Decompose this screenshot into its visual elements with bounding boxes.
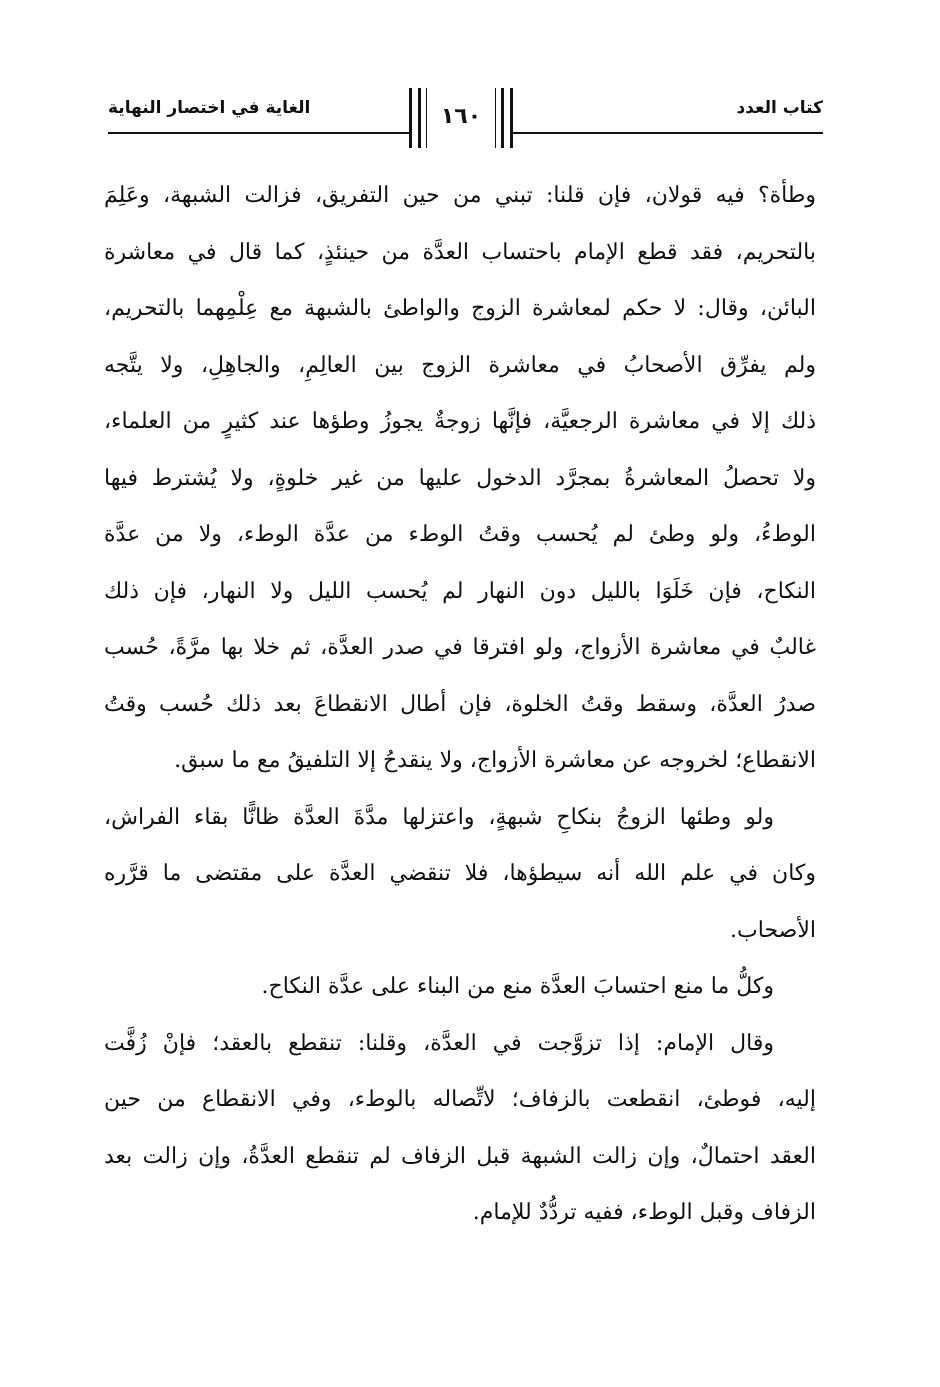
text-line: إليه، فوطئ، انقطعت بالزفاف؛ لاتِّصاله بالوطء، وفي الانقطاع من حين	[104, 1087, 816, 1112]
text-line: وكان في علم الله أنه سيطؤها، فلا تنقضي العدَّة على مقتضى ما قرَّره	[104, 861, 816, 886]
text-line: البائن، وقال: لا حكم لمعاشرة الزوج والواطئ بالشبهة مع عِلْمِهما بالتحريم،	[104, 296, 816, 321]
paragraph-1	[104, 168, 816, 790]
text-line: وطأة؟ فيه قولان، فإن قلنا: تبني من حين التفريق، فزالت الشبهة، وعَلِمَ	[104, 183, 816, 208]
text-line: وكلُّ ما منع احتسابَ العدَّة منع من البناء على عدَّة النكاح.	[261, 974, 774, 999]
page-number: ١٦٠	[440, 104, 482, 129]
text-line: ولم يفرِّق الأصحابُ في معاشرة الزوج بين العالِمِ، والجاهِلِ، ولا يتَّجه	[104, 352, 816, 378]
paragraph-3	[104, 959, 816, 1016]
paragraph-4	[104, 1016, 816, 1242]
text-line: وقال الإمام: إذا تزوَّجت في العدَّة، وقلنا: تنقطع بالعقد؛ فإنْ زُفَّت	[104, 1030, 774, 1056]
page-body	[104, 168, 816, 1242]
text-line: ذلك إلا في معاشرة الرجعيَّة، فإنَّها زوجةٌ يجوزُ وطؤها عند كثيرٍ من العلماء،	[104, 409, 816, 434]
text-line: الأصحاب.	[730, 917, 816, 943]
text-line: بالتحريم، فقد قطع الإمام باحتساب العدَّة من حينئذٍ، كما قال في معاشرة	[104, 239, 816, 265]
text-line: النكاح، فإن خَلَوَا بالليل دون النهار لم يُحسب الليل ولا النهار، فإن ذلك	[104, 578, 816, 604]
text-line: العقد احتمالٌ، وإن زالت الشبهة قبل الزفاف لم تنقطع العدَّةُ، وإن زالت بعد	[104, 1143, 816, 1169]
text-line: صدرُ العدَّة، وسقط وقتُ الخلوة، فإن أطال الانقطاعَ بعد ذلك حُسب وقتُ	[104, 691, 816, 717]
page-number-frame	[409, 88, 513, 148]
text-line: الانقطاع؛ لخروجه عن معاشرة الأزواج، ولا ينقدحُ إلا التلفيقُ مع ما سبق.	[174, 748, 816, 773]
chapter-title: كتاب العدد	[736, 98, 823, 118]
page-header	[108, 88, 823, 160]
paragraph-2	[104, 790, 816, 960]
book-title: الغاية في اختصار النهاية	[108, 98, 311, 118]
text-line: ولا تحصلُ المعاشرةُ بمجرَّد الدخول عليها من غير خلوةٍ، ولا يُشترط فيها	[104, 465, 816, 491]
text-line: غالبٌ في معاشرة الأزواج، ولو افترقا في صدر العدَّة، ثم خلا بها مرَّةً، حُسب	[104, 635, 816, 660]
text-line: الوطءُ، ولو وطئ لم يُحسب وقتُ الوطء من عدَّة الوطء، ولا من عدَّة	[104, 522, 816, 547]
text-line: ولو وطئها الزوجُ بنكاحِ شبهةٍ، واعتزلها مدَّةَ العدَّة ظانًّا بقاء الفراش،	[104, 804, 774, 830]
text-line: الزفاف وقبل الوطء، ففيه تردُّدٌ للإمام.	[472, 1200, 816, 1225]
